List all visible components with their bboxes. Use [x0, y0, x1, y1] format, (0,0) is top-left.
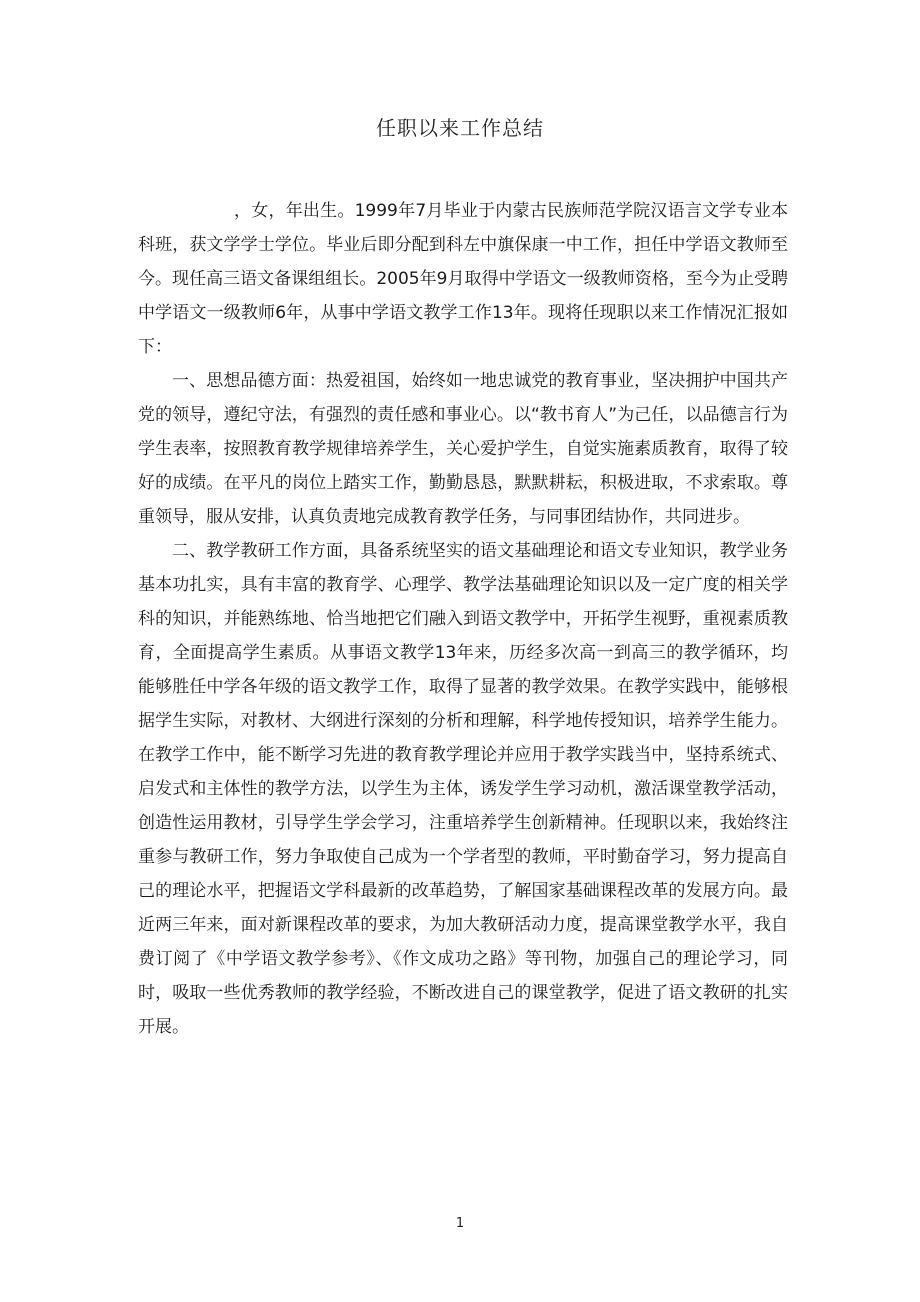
paragraph-intro: ，女，年出生。1999年7月毕业于内蒙古民族师范学院汉语言文学专业本科班，获文学学士学位。毕业后即分配到科左中旗保康一中工作，担任中学语文教师至今。现任高三语文备课组组长。2005年9月取得中学语文一级教师资格，至今为止受聘中学语文一级教师6年，从事中学语文教学工作13年。现将任现职以来工作情况汇报如下： [138, 201, 788, 357]
paragraph-teaching-research: 二、教学教研工作方面，具备系统坚实的语文基础理论和语文专业知识，教学业务基本功扎实，具有丰富的教育学、心理学、教学法基础理论知识以及一定广度的相关学科的知识，并能熟练地、恰当地把它们融入到语文教学中，开拓学生视野，重视素质教育，全面提高学生素质。从事语文教学13年来，历经多次高一到高三的教学循环，均能够胜任中学各年级的语文教学工作，取得了显著的教学效果。在教学实践中，能够根据学生实际，对教材、大纲进行深刻的分析和理解，科学地传授知识，培养学生能力。在教学工作中，能不断学习先进的教育教学理论并应用于教学实践当中，坚持系统式、启发式和主体性的教学方法，以学生为主体，诱发学生学习动机，激活课堂教学活动，创造性运用教材，引导学生学会学习，注重培养学生创新精神。任现职以来，我始终注重参与教研工作，努力争取使自己成为一个学者型的教师，平时勤奋学习，努力提高自己的理论水平，把握语文学科最新的改革趋势，了解国家基础课程改革的发展方向。最近两三年来，面对新课程改革的要求，为加大教研活动力度，提高课堂教学水平，我自费订阅了《中学语文教学参考》、《作文成功之路》等刊物，加强自己的理论学习，同时，吸取一些优秀教师的教学经验，不断改进自己的课堂教学，促进了语文教研的扎实开展。 [138, 541, 788, 1037]
page-number: 1 [455, 1216, 465, 1231]
document-body [138, 194, 788, 1044]
paragraph-moral-character: 一、思想品德方面：热爱祖国，始终如一地忠诚党的教育事业，坚决拥护中国共产党的领导，遵纪守法，有强烈的责任感和事业心。以“教书育人”为己任，以品德言行为学生表率，按照教育教学规律培养学生，关心爱护学生，自觉实施素质教育，取得了较好的成绩。在平凡的岗位上踏实工作，勤勤恳恳，默默耕耘，积极进取，不求索取。尊重领导，服从安排，认真负责地完成教育教学任务，与同事团结协作，共同进步。 [138, 371, 788, 527]
document-title: 任职以来工作总结 [376, 116, 544, 140]
